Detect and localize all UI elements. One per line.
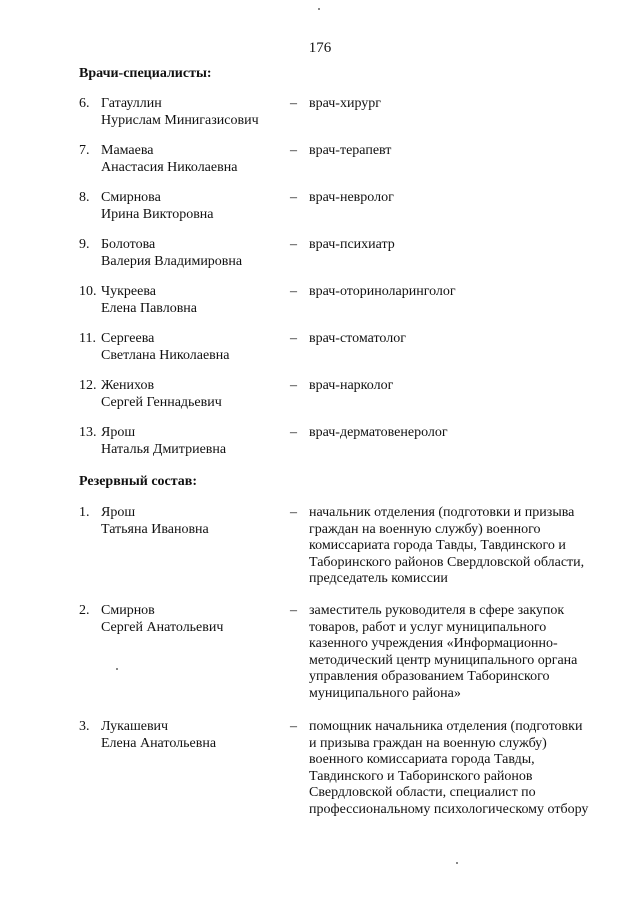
person-name-line: Анастасия Николаевна bbox=[101, 159, 238, 175]
person-name bbox=[101, 143, 237, 176]
dash-separator: – bbox=[290, 237, 297, 252]
person-name-line: Татьяна Ивановна bbox=[101, 521, 209, 537]
person-role-line: врач-психиатр bbox=[309, 237, 395, 252]
person-role bbox=[309, 143, 619, 160]
person-role-line: и призыва граждан на военную службу) bbox=[309, 735, 547, 751]
person-role-line: врач-хирург bbox=[309, 96, 382, 111]
person-name-line: Сергей Геннадьевич bbox=[101, 394, 222, 410]
person-name bbox=[101, 96, 259, 129]
entry-number: 10. bbox=[79, 284, 97, 299]
person-name-line: Сергей Анатольевич bbox=[101, 619, 224, 635]
person-name-line: Валерия Владимировна bbox=[101, 253, 243, 269]
person-name-line: Сергеева bbox=[101, 331, 155, 346]
person-role bbox=[309, 425, 619, 442]
person-role bbox=[309, 96, 619, 113]
person-role-line: врач-дерматовенеролог bbox=[309, 425, 448, 440]
dash-separator: – bbox=[290, 331, 297, 346]
dash-separator: – bbox=[290, 719, 297, 734]
person-role-line: военного комиссариата города Тавды, bbox=[309, 752, 535, 767]
entry-number: 11. bbox=[79, 331, 96, 346]
person-role-line: товаров, работ и услуг муниципального bbox=[309, 619, 547, 635]
person-role bbox=[309, 505, 619, 588]
entry-number: 9. bbox=[79, 237, 90, 252]
dash-separator: – bbox=[290, 378, 297, 393]
person-role bbox=[309, 190, 619, 207]
person-role-line: муниципального района» bbox=[309, 685, 461, 701]
person-name bbox=[101, 505, 209, 538]
person-name-line: Женихов bbox=[101, 378, 155, 393]
entry-number: 3. bbox=[79, 719, 90, 734]
person-name bbox=[101, 425, 226, 458]
person-name bbox=[101, 603, 223, 636]
entry-number: 8. bbox=[79, 190, 90, 205]
person-name-line: Гатауллин bbox=[101, 96, 162, 111]
person-role-line: начальник отделения (подготовки и призыва bbox=[309, 505, 575, 520]
person-role bbox=[309, 378, 619, 395]
entry-number: 2. bbox=[79, 603, 90, 618]
person-name bbox=[101, 190, 214, 223]
person-role-line: врач-оториноларинголог bbox=[309, 284, 456, 299]
dash-separator: – bbox=[290, 603, 297, 618]
person-name bbox=[101, 719, 216, 752]
person-role-line: врач-терапевт bbox=[309, 143, 392, 158]
person-name-line: Елена Павловна bbox=[101, 300, 198, 316]
person-name-line: Ирина Викторовна bbox=[101, 206, 214, 222]
dash-separator: – bbox=[290, 143, 297, 158]
person-name-line: Чукреева bbox=[101, 284, 156, 299]
person-role-line: помощник начальника отделения (подготовки bbox=[309, 719, 583, 734]
person-name-line: Болотова bbox=[101, 237, 156, 252]
person-role-line: врач-стоматолог bbox=[309, 331, 406, 346]
person-role-line: профессиональному психологическому отбору bbox=[309, 801, 589, 817]
section-heading-specialists: Врачи-специалисты: bbox=[79, 66, 212, 81]
person-role bbox=[309, 603, 619, 702]
scan-speck bbox=[456, 862, 458, 864]
person-name-line: Мамаева bbox=[101, 143, 154, 158]
person-name bbox=[101, 284, 197, 317]
page-number: 176 bbox=[308, 40, 332, 56]
person-role-line: врач-нарколог bbox=[309, 378, 394, 393]
person-role-line: граждан на военную службу) военного bbox=[309, 521, 541, 537]
dash-separator: – bbox=[290, 505, 297, 520]
person-role-line: врач-невролог bbox=[309, 190, 394, 205]
person-name-line: Смирнов bbox=[101, 603, 155, 618]
scan-speck bbox=[116, 668, 118, 670]
entry-number: 6. bbox=[79, 96, 90, 111]
person-name-line: Ярош bbox=[101, 425, 136, 440]
person-role bbox=[309, 284, 619, 301]
person-name-line: Смирнова bbox=[101, 190, 161, 205]
person-name bbox=[101, 331, 230, 364]
person-name-line: Наталья Дмитриевна bbox=[101, 441, 227, 457]
person-role-line: заместитель руководителя в сфере закупок bbox=[309, 603, 565, 618]
person-name bbox=[101, 378, 222, 411]
person-role bbox=[309, 331, 619, 348]
person-role-line: председатель комиссии bbox=[309, 571, 448, 586]
person-role-line: методический центр муниципального органа bbox=[309, 652, 578, 668]
entry-number: 1. bbox=[79, 505, 90, 520]
person-role-line: Таборинского районов Свердловской области, bbox=[309, 554, 585, 570]
person-name bbox=[101, 237, 242, 270]
person-role-line: комиссариата города Тавды, Тавдинского и bbox=[309, 538, 566, 553]
person-name-line: Нурислам Минигазисович bbox=[101, 112, 259, 128]
person-name-line: Ярош bbox=[101, 505, 136, 520]
scan-speck bbox=[318, 8, 320, 10]
person-name-line: Светлана Николаевна bbox=[101, 347, 230, 363]
person-role-line: управления образованием Таборинского bbox=[309, 669, 550, 684]
entry-number: 7. bbox=[79, 143, 90, 158]
dash-separator: – bbox=[290, 96, 297, 111]
person-name-line: Елена Анатольевна bbox=[101, 735, 217, 751]
section-heading-reserve: Резервный состав: bbox=[79, 474, 198, 489]
person-role bbox=[309, 237, 619, 254]
person-role bbox=[309, 719, 619, 818]
entry-number: 12. bbox=[79, 378, 97, 393]
person-name-line: Лукашевич bbox=[101, 719, 169, 734]
entry-number: 13. bbox=[79, 425, 97, 440]
dash-separator: – bbox=[290, 284, 297, 299]
dash-separator: – bbox=[290, 425, 297, 440]
person-role-line: казенного учреждения «Информационно- bbox=[309, 636, 558, 651]
dash-separator: – bbox=[290, 190, 297, 205]
person-role-line: Тавдинского и Таборинского районов bbox=[309, 768, 533, 784]
person-role-line: Свердловской области, специалист по bbox=[309, 785, 536, 800]
